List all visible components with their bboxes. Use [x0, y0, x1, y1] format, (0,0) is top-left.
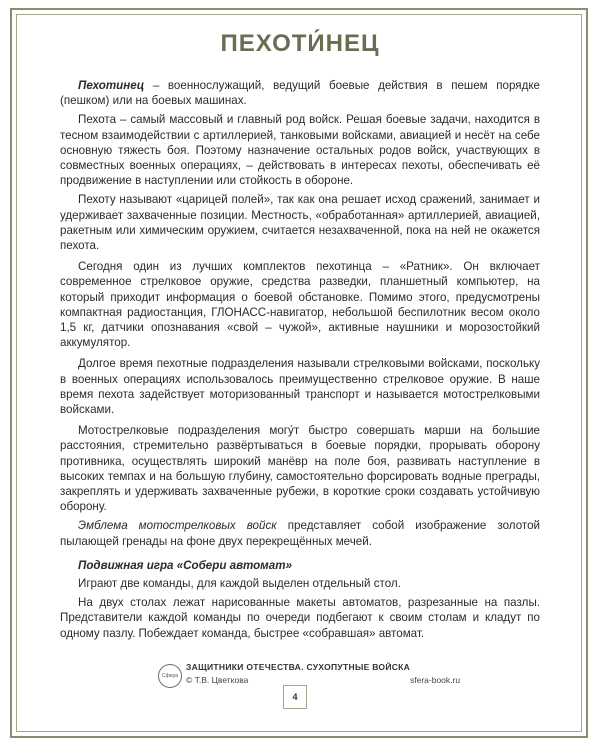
paragraph-5: Долгое время пехотные подразделения называли стрелковыми войсками, поскольку в военных операциях использовалось преимущественно стрелковое оружие. В наше время пехота задействует моторизованный транспорт и называется мотострелковыми войсками.	[60, 357, 540, 417]
author-credit: © Т.В. Цветкова	[186, 675, 249, 685]
page-title: ПЕХОТИ́НЕЦ	[220, 30, 380, 57]
paragraph-1	[60, 78, 540, 108]
series-title: ЗАЩИТНИКИ ОТЕЧЕСТВА. СУХОПУТНЫЕ ВОЙСКА	[186, 662, 411, 672]
emblem-lead: Эмблема мотострелковых войск	[78, 519, 277, 533]
publisher-site: sfera-book.ru	[410, 675, 461, 685]
game-title: Подвижная игра «Собери автомат»	[78, 558, 292, 572]
paragraph-3: Пехоту называют «царицей полей», так как она решает исход сражений, занимает и удерживает захваченные позиции. Местность, «обработанная» артиллерией, авиацией, ракетным или химическим оружием, считается незахваченной, пока на ней не окажется пехота.	[60, 193, 540, 253]
paragraph-7-text: представляет собой изображение золотой пылающей гренады на фоне двух перекрещённых мечей.	[60, 519, 540, 548]
paragraph-7	[60, 518, 540, 548]
game-paragraph-1: Играют две команды, для каждой выделен отдельный стол.	[78, 576, 401, 590]
page-content	[60, 30, 540, 645]
term-lead: Пехотинец	[78, 79, 145, 92]
paragraph-6: Мотострелковые подразделения могу́т быстро совершать марши на большие расстояния, стремительно развёртываться в боевые порядки, прорывать оборону противника, осуществлять широкий манёвр на поле боя, развивать наступление в высоких темпах и на большую глубину, самостоятельно форсировать водные преграды, закреплять и удерживать захваченные рубежи, в короткие сроки создавать устойчивую оборону.	[60, 424, 540, 514]
paragraph-4: Сегодня один из лучших комплектов пехотинца – «Ратник». Он включает современное стрелковое оружие, средства разведки, планшетный компьютер, на который приходит информация о боевой обстановке. Помимо этого, предусмотрены компактная радиостанция, ГЛОНАСС-навигатор, небольшой беспилотник весом около 1,5 кг, датчики опознавания «свой – чужой», активные наушники и морозостойкий аккумулятор.	[60, 260, 540, 350]
game-paragraph-2: На двух столах лежат нарисованные макеты автоматов, разрезанные на пазлы. Представители каждой команды по очереди подбегают к своим столам и кладут по одному пазлу. Побеждает команда, быстрее «собравшая» автомат.	[60, 596, 540, 640]
page-number: 4	[283, 685, 307, 709]
paragraph-2: Пехота – самый массовый и главный род войск. Решая боевые задачи, находится в тесном взаимодействии с артиллерией, танковыми войсками, авиацией и несёт на себе основную тяжесть боя. Поэтому назначение остальных родов войск, участвующих в совместных военных операциях, – действовать в интересах пехоты, обеспечивать её продвижение в наступлении или стойкость в обороне.	[60, 113, 540, 188]
paragraph-1-text: – военнослужащий, ведущий боевые действия в пешем порядке (пешком) или на боевых машинах.	[60, 79, 540, 108]
publisher-logo: Сфера	[158, 664, 182, 688]
